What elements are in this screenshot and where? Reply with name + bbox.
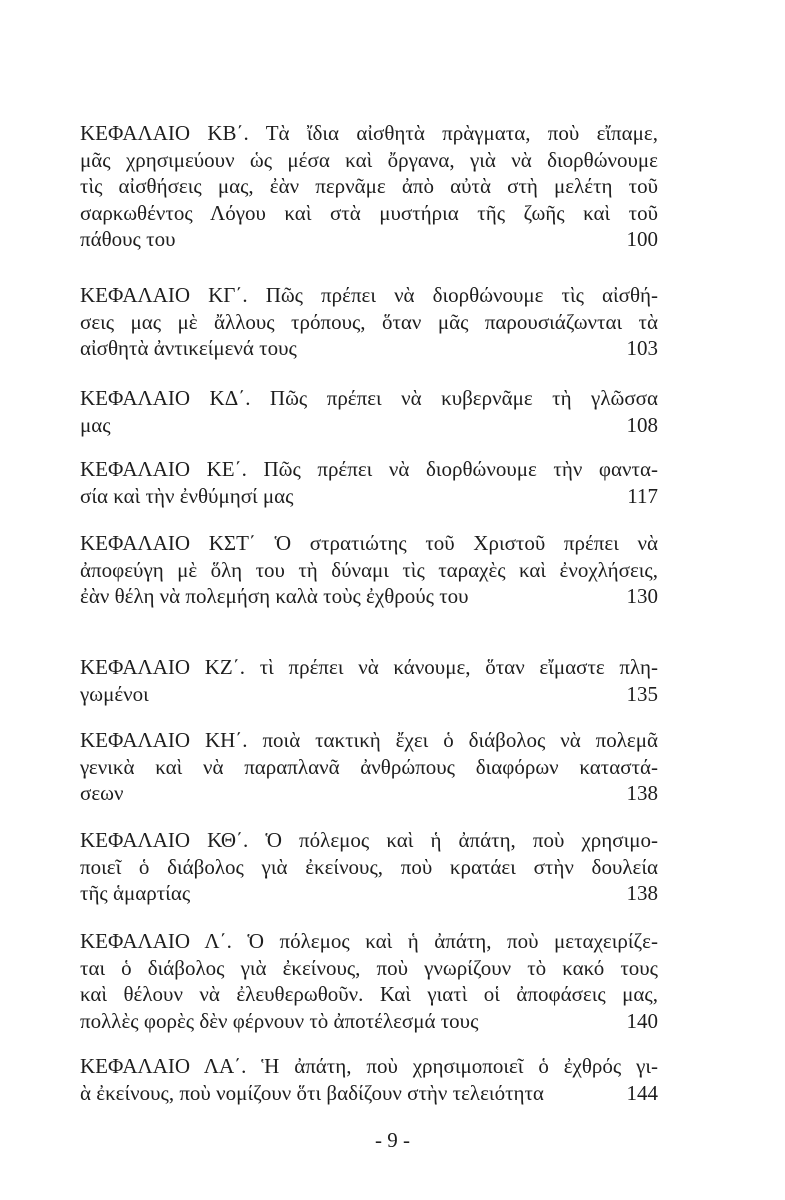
toc-page-number: 138	[626, 781, 658, 805]
toc-entry-text: ὰ ἐκείνους, ποὺ νομίζουν ὅτι βαδίζουν στὴν τελειότητα	[80, 1080, 544, 1105]
toc-page-number: 108	[626, 412, 658, 437]
toc-entry-last-line	[80, 583, 658, 610]
toc-page-number: 117	[627, 483, 658, 508]
toc-entry-text: πάθους του	[80, 227, 176, 251]
toc-entry-line: ΚΕΦΑΛΑΙΟ Λ΄. Ὁ πόλεμος καὶ ἡ ἀπάτη, ποὺ μεταχειρίζε-	[80, 929, 658, 953]
toc-page-number: 140	[626, 1008, 658, 1033]
toc-entry-line: καὶ θέλουν νὰ ἐλευθερωθοῦν. Καὶ γιατὶ οἱ ἀποφάσεις μας,	[80, 982, 658, 1006]
toc-entry-line: ἀποφεύγη μὲ ὅλη του τὴ δύναμι τὶς ταραχὲς καὶ ἐνοχλήσεις,	[80, 557, 658, 582]
toc-entry-line: ποιεῖ ὁ διάβολος γιὰ ἐκείνους, ποὺ κρατάει στὴν δουλεία	[80, 854, 658, 879]
toc-entry-last-line	[80, 780, 658, 807]
toc-entry-line: σεις μας μὲ ἄλλους τρόπους, ὅταν μᾶς παρουσιάζωνται τὰ	[80, 309, 658, 334]
toc-entry-line: σαρκωθέντος Λόγου καὶ στὰ μυστήρια τῆς ζωῆς καὶ τοῦ	[80, 200, 658, 225]
toc-page-number: 103	[626, 336, 658, 360]
toc-page-number: 100	[626, 227, 658, 251]
toc-page-number: 130	[626, 584, 658, 608]
toc-entry-last-line	[80, 681, 658, 708]
toc-entry-line: ΚΕΦΑΛΑΙΟ ΚΓ΄. Πῶς πρέπει νὰ διορθώνουμε τὶς αἰσθή-	[80, 283, 658, 307]
toc-entry-line: ΚΕΦΑΛΑΙΟ ΚΔ΄. Πῶς πρέπει νὰ κυβερνᾶμε τὴ γλῶσσα	[80, 386, 658, 410]
toc-entry-line: ΚΕΦΑΛΑΙΟ ΚΣΤ΄ Ὁ στρατιώτης τοῦ Χριστοῦ πρέπει νὰ	[80, 531, 658, 555]
toc-entry-line: ΚΕΦΑΛΑΙΟ ΚΖ΄. τὶ πρέπει νὰ κάνουμε, ὅταν εἴμαστε πλη-	[80, 655, 658, 679]
toc-page-number: 144	[626, 1080, 658, 1105]
page-number-footer: - 9 -	[375, 1128, 410, 1152]
toc-entry-text: πολλὲς φορὲς δὲν φέρνουν τὸ ἀποτέλεσμά τους	[80, 1008, 479, 1033]
toc-entry-last-line	[80, 880, 658, 907]
toc-entry-last-line	[80, 226, 658, 253]
toc-entry-text: σεων	[80, 781, 124, 805]
toc-entry-line: μᾶς χρησιμεύουν ὡς μέσα καὶ ὄργανα, γιὰ νὰ διορθώνουμε	[80, 147, 658, 172]
toc-entry	[80, 827, 658, 907]
toc-entry-line: ται ὁ διάβολος γιὰ ἐκείνους, ποὺ γνωρίζουν τὸ κακό τους	[80, 955, 658, 980]
toc-entry-last-line	[80, 1080, 658, 1107]
toc-entry-line: ΚΕΦΑΛΑΙΟ ΚΗ΄. ποιὰ τακτικὴ ἔχει ὁ διάβολος νὰ πολεμᾶ	[80, 728, 658, 752]
toc-page-number: 138	[626, 881, 658, 905]
toc-entry	[80, 456, 658, 509]
toc-entry-line: ΚΕΦΑΛΑΙΟ ΚΘ΄. Ὁ πόλεμος καὶ ἡ ἀπάτη, ποὺ χρησιμο-	[80, 828, 658, 852]
toc-entry-line: ΚΕΦΑΛΑΙΟ ΚΕ΄. Πῶς πρέπει νὰ διορθώνουμε τὴν φαντα-	[80, 457, 658, 481]
toc-entry-line: ΚΕΦΑΛΑΙΟ ΚΒ΄. Τὰ ἴδια αἰσθητὰ πρὰγματα, ποὺ εἴπαμε,	[80, 121, 658, 145]
toc-entry-line: τὶς αἰσθήσεις μας, ἐὰν περνᾶμε ἀπὸ αὐτὰ στὴ μελέτη τοῦ	[80, 174, 658, 198]
toc-entry	[80, 120, 658, 253]
toc-entry-line: ΚΕΦΑΛΑΙΟ ΛΑ΄. Ἡ ἀπάτη, ποὺ χρησιμοποιεῖ ὁ ἐχθρός γι-	[80, 1054, 658, 1078]
toc-entry-last-line	[80, 335, 658, 362]
toc-entry	[80, 282, 658, 362]
toc-entry-line: γενικὰ καὶ νὰ παραπλανᾶ ἀνθρώπους διαφόρων καταστά-	[80, 754, 658, 779]
toc-entry-last-line	[80, 412, 658, 439]
toc-page-number: 135	[626, 681, 658, 706]
toc-entry-last-line	[80, 483, 658, 510]
toc-entry-text: μας	[80, 412, 111, 437]
toc-entry	[80, 385, 658, 438]
toc-entry-text: σία καὶ τὴν ἐνθύμησί μας	[80, 483, 294, 508]
toc-entry-text: αἰσθητὰ ἀντικείμενά τους	[80, 336, 297, 360]
toc-entry-text: τῆς ἁμαρτίας	[80, 881, 191, 905]
toc-entry	[80, 727, 658, 807]
toc-entry	[80, 928, 658, 1034]
toc-entry	[80, 654, 658, 707]
toc-entry-text: γωμένοι	[80, 681, 149, 706]
toc-entry-last-line	[80, 1008, 658, 1035]
toc-entry	[80, 530, 658, 610]
toc-entry	[80, 1053, 658, 1106]
toc-entry-text: ἐὰν θέλη νὰ πολεμήση καλὰ τοὺς ἐχθρούς του	[80, 584, 469, 608]
